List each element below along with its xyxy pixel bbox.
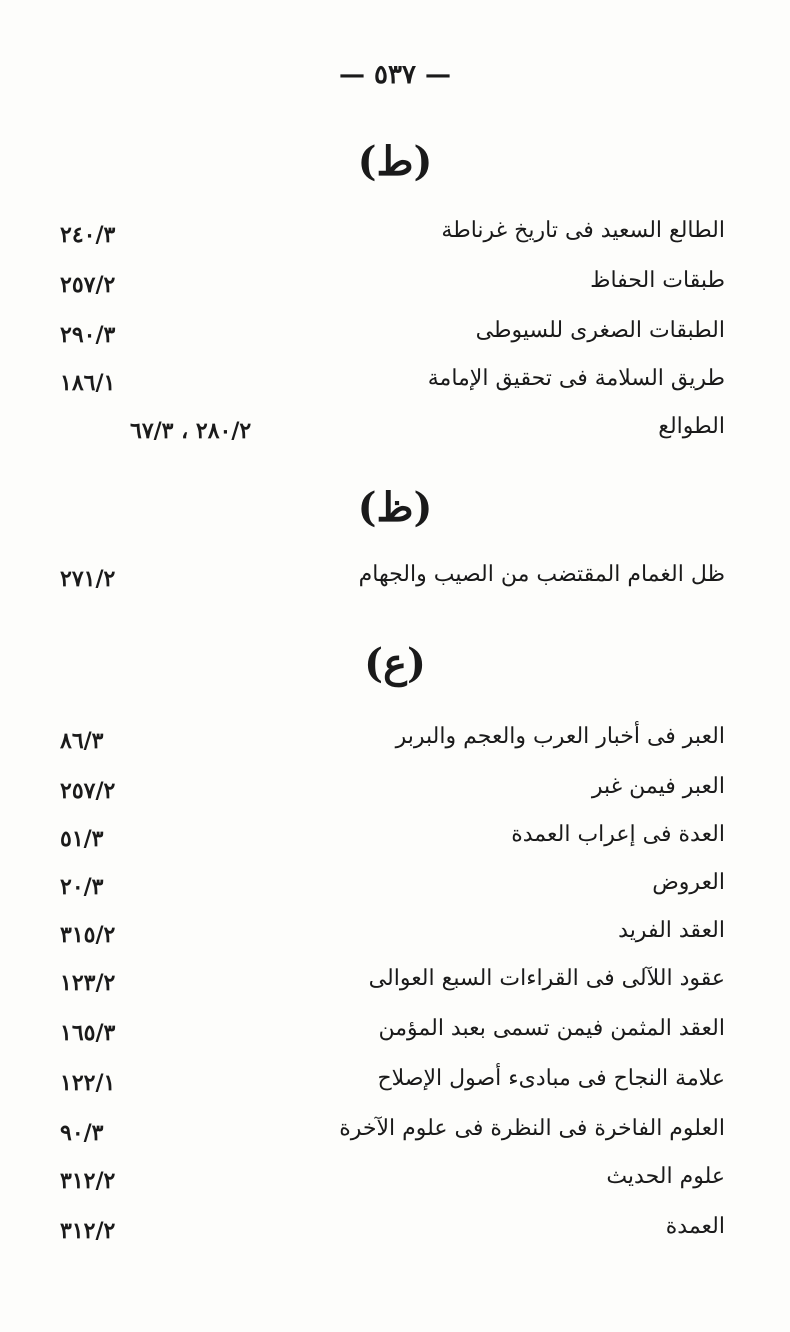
entry-reference: ٢٩٠/٣ [60, 322, 116, 348]
entry-reference: ١٨٦/١ [60, 370, 116, 396]
entry-title: علوم الحديث [606, 1164, 725, 1189]
entry-title: العمدة [665, 1214, 725, 1239]
index-entry [60, 414, 725, 454]
section-heading-ain: (ع) [364, 640, 426, 687]
entry-reference: ٥١/٣ [60, 826, 104, 852]
entry-title: طريق السلامة فى تحقيق الإمامة [427, 366, 725, 391]
index-entry [60, 1164, 725, 1204]
index-entry [60, 1016, 725, 1056]
entry-reference: ٢٤٠/٣ [60, 222, 116, 248]
index-entry [60, 562, 725, 602]
entry-reference: ٨٦/٣ [60, 728, 104, 754]
index-entry [60, 318, 725, 358]
entry-reference: ٢٧١/٢ [60, 566, 116, 592]
entry-title: الطوالع [658, 414, 725, 439]
entry-title: العدة فى إعراب العمدة [511, 822, 725, 847]
index-entry [60, 366, 725, 406]
section-heading-za: (ظ) [357, 484, 433, 531]
entry-reference: ٢٠/٣ [60, 874, 104, 900]
entry-reference: ١٢٣/٢ [60, 970, 116, 996]
entry-title: علامة النجاح فى مبادىء أصول الإصلاح [377, 1066, 725, 1091]
index-entry [60, 918, 725, 958]
entry-title: ظل الغمام المقتضب من الصيب والجهام [358, 562, 725, 587]
index-entry [60, 724, 725, 764]
entry-reference: ١٢٢/١ [60, 1070, 116, 1096]
entry-title: العروض [652, 870, 725, 895]
page-number: — ٥٣٧ — [338, 60, 452, 90]
section-heading-ta: (ط) [357, 138, 433, 185]
index-entry [60, 870, 725, 910]
index-entry [60, 822, 725, 862]
entry-title: الطبقات الصغرى للسيوطى [475, 318, 725, 343]
entry-reference: ٢٥٧/٢ [60, 778, 116, 804]
entry-reference: ٢٥٧/٢ [60, 272, 116, 298]
index-entry [60, 1066, 725, 1106]
index-entry [60, 1116, 725, 1156]
entry-title: العلوم الفاخرة فى النظرة فى علوم الآخرة [339, 1116, 725, 1141]
entry-title: العقد المثمن فيمن تسمى بعبد المؤمن [378, 1016, 725, 1041]
entry-title: طبقات الحفاظ [590, 268, 725, 293]
entry-reference: ٣١٢/٢ [60, 1168, 116, 1194]
entry-reference: ١٦٥/٣ [60, 1020, 116, 1046]
entry-title: العقد الفريد [618, 918, 725, 943]
entry-title: العبر فى أخبار العرب والعجم والبربر [395, 724, 725, 749]
index-entry [60, 774, 725, 814]
index-entry [60, 966, 725, 1006]
entry-title: عقود اللآلى فى القراءات السبع العوالى [368, 966, 725, 991]
index-entry [60, 268, 725, 308]
entry-reference: ٢٨٠/٢ ، ٦٧/٣ [130, 418, 252, 444]
entry-title: الطالع السعيد فى تاريخ غرناطة [441, 218, 725, 243]
index-entry [60, 1214, 725, 1254]
entry-reference: ٣١٥/٢ [60, 922, 116, 948]
index-entry [60, 218, 725, 258]
entry-title: العبر فيمن غبر [591, 774, 725, 799]
entry-reference: ٩٠/٣ [60, 1120, 104, 1146]
entry-reference: ٣١٢/٢ [60, 1218, 116, 1244]
